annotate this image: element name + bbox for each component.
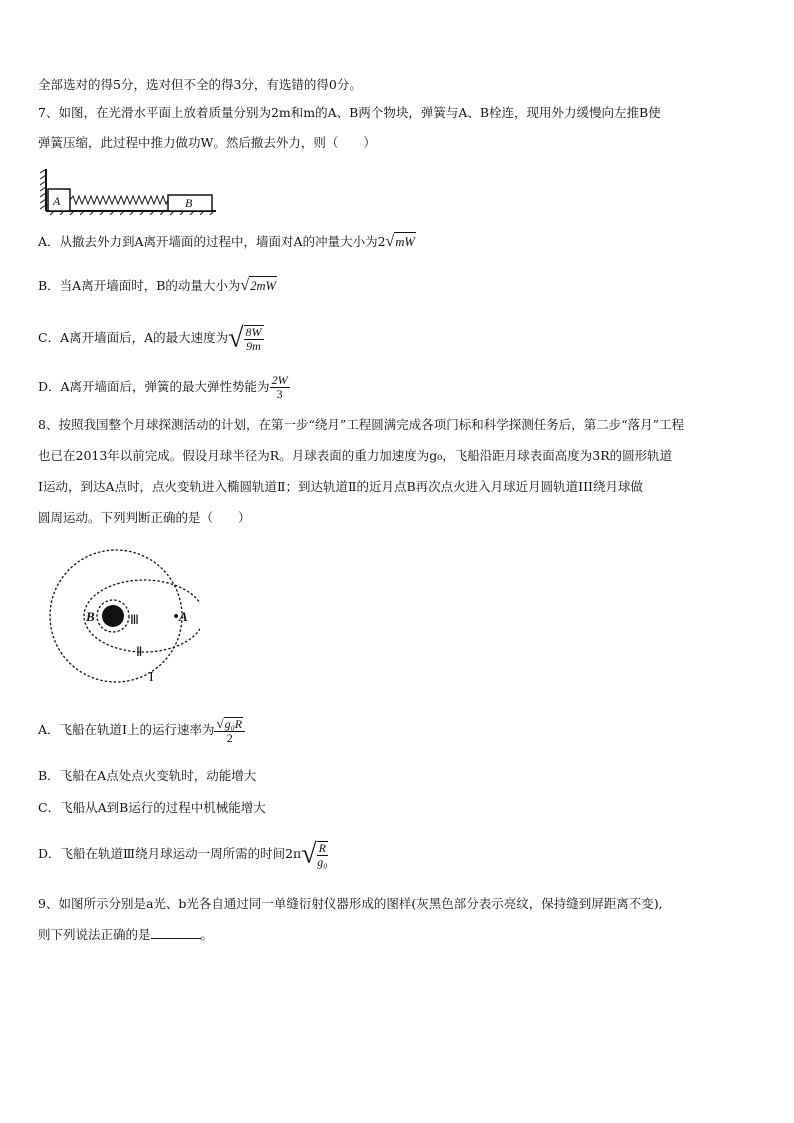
q8-option-a-fraction xyxy=(214,717,245,745)
sqrt-sign: √ xyxy=(385,233,395,250)
radicand: g₀R xyxy=(224,716,243,731)
q8-option-d xyxy=(38,836,328,873)
q7-option-d-fraction xyxy=(270,374,290,401)
q7-stem-line-1: 7、如图，在光滑水平面上放着质量分别为2m和m的A、B两个物块，弹簧与A、B栓连，现用外力缓慢向左推B使 xyxy=(38,105,661,120)
orbit-i-label: I xyxy=(149,670,154,685)
fraction-numerator: 8W xyxy=(245,324,262,339)
fraction-denominator: g₀ xyxy=(317,854,328,869)
point-a-label: A xyxy=(179,609,188,624)
spring xyxy=(70,196,168,204)
q8-option-a xyxy=(38,712,245,748)
fraction-denominator: 2 xyxy=(226,730,233,745)
q8-option-d-fraction xyxy=(317,841,328,869)
sqrt-sign: √ xyxy=(301,838,317,870)
q7-option-a xyxy=(38,232,416,251)
q8-option-a-text: A．飞船在轨道I上的运行速率为 xyxy=(38,722,215,737)
point-a-dot xyxy=(174,614,178,618)
q8-option-c: C．飞船从A到B运行的过程中机械能增大 xyxy=(38,800,266,815)
q7-option-b-radicand: 2mW xyxy=(249,276,277,295)
q8-stem-line-1: 8、按照我国整个月球探测活动的计划，在第一步“绕月”工程圆满完成各项门标和科学探测任务后，第二步“落月”工程 xyxy=(38,417,685,432)
q8-stem-line-4: 圆周运动。下列判断正确的是（ ） xyxy=(38,510,251,525)
q8-stem-line-2: 也已在2013年以前完成。假设月球半径为R。月球表面的重力加速度为g₀，飞船沿距月球表面高度为3R的圆形轨道 xyxy=(38,448,673,463)
q7-option-a-radicand: mW xyxy=(394,232,415,251)
q7-option-b-text: B．当A离开墙面时，B的动量大小为 xyxy=(38,278,241,293)
q8-stem-line-3: I运动，到达A点时，点火变轨进入椭圆轨道Ⅱ；到达轨道Ⅱ的近月点B再次点火进入月球近月圆轨道III绕月球做 xyxy=(38,479,643,494)
q7-option-c-fraction xyxy=(244,325,264,353)
q8-orbit-figure xyxy=(40,548,200,686)
q7-spring-figure xyxy=(40,165,220,215)
q8-option-d-text: D．飞船在轨道Ⅲ绕月球运动一周所需的时间2π xyxy=(38,846,302,861)
q7-option-c xyxy=(38,320,264,357)
block-a-label: A xyxy=(53,194,61,208)
point-b-label: B xyxy=(86,609,95,624)
q7-option-b xyxy=(38,276,277,295)
q9-stem-end: 。 xyxy=(200,927,214,942)
fraction-numerator: R xyxy=(318,840,326,855)
q9-stem-line-1: 9、如图所示分别是a光、b光各自通过同一单缝衍射仪器形成的图样(灰黑色部分表示亮纹，保持缝到屏距离不变), xyxy=(38,896,663,911)
q7-option-c-text: C．A离开墙面后，A的最大速度为 xyxy=(38,330,229,345)
fraction-denominator: 3 xyxy=(276,387,283,401)
orbit-iii-label: Ⅲ xyxy=(130,612,139,627)
orbit-ii-label: Ⅱ xyxy=(136,644,143,659)
q9-stem-line-2 xyxy=(38,926,213,944)
fraction-denominator: 9m xyxy=(246,338,261,353)
q8-option-b: B．飞船在A点处点火变轨时，动能增大 xyxy=(38,768,257,783)
q9-stem-text: 则下列说法正确的是 xyxy=(38,927,151,942)
answer-blank[interactable] xyxy=(151,926,201,939)
q7-option-a-text: A．从撤去外力到A离开墙面的过程中，墙面对A的冲量大小为2 xyxy=(38,234,386,249)
q7-option-d xyxy=(38,369,290,405)
sqrt-sign: √ xyxy=(240,277,250,294)
fraction-numerator: √g₀R xyxy=(214,717,245,732)
sqrt-sign: √ xyxy=(228,322,244,354)
q7-stem-line-2: 弹簧压缩，此过程中推力做功W。然后撤去外力，则（ ） xyxy=(38,135,376,150)
moon xyxy=(102,605,124,627)
fraction-numerator: 2W xyxy=(271,373,288,387)
q7-option-d-text: D．A离开墙面后，弹簧的最大弹性势能为 xyxy=(38,379,270,394)
instruction-line: 全部选对的得5分，选对但不全的得3分，有选错的得0分。 xyxy=(38,77,362,92)
block-b-label: B xyxy=(185,196,193,210)
